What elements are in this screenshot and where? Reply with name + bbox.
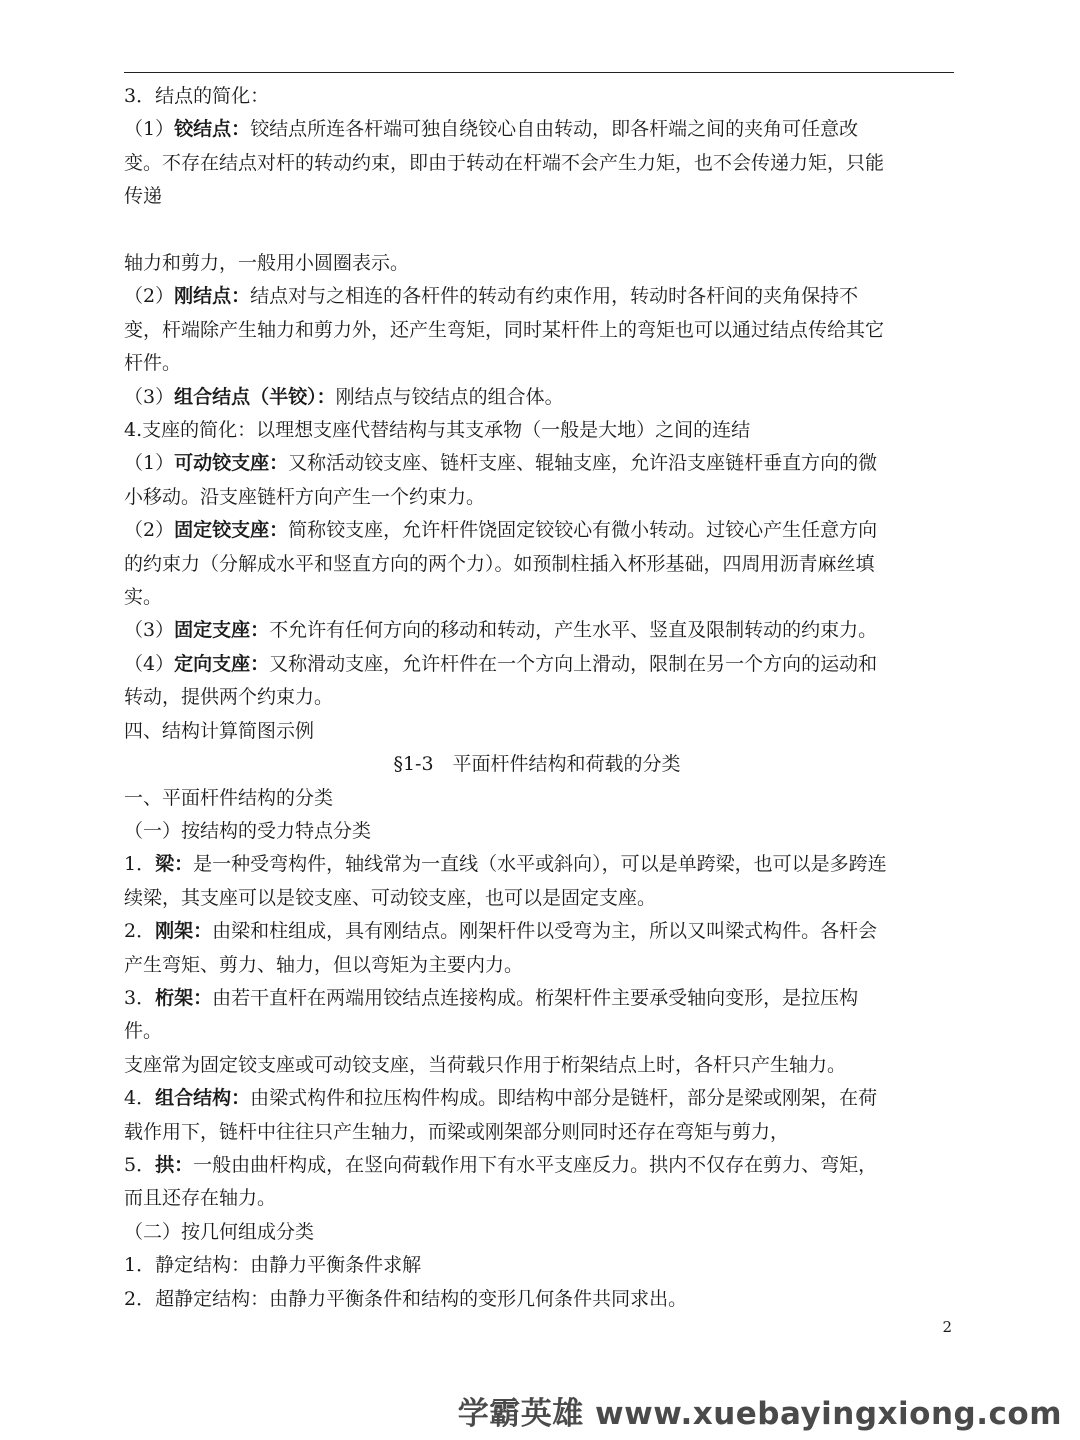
text-line: 而且还存在轴力。 (124, 1187, 277, 1210)
blank-line (124, 214, 950, 247)
text-line: 产生弯矩、剪力、轴力，但以弯矩为主要内力。 (124, 953, 524, 976)
term-heading: 组合结构： (155, 1087, 251, 1110)
item-number: 3． (124, 986, 156, 1009)
term-description: 结点对与之相连的各杆件的转动有约束作用，转动时各杆间的夹角保持不 (250, 285, 859, 308)
term-heading: 刚架： (155, 920, 213, 943)
document-body (124, 80, 950, 1316)
page-number: 2 (942, 1318, 952, 1336)
text-line (124, 113, 950, 146)
text-line: 2．超静定结构：由静力平衡条件和结构的变形几何条件共同求出。 (124, 1287, 688, 1310)
text-line: 轴力和剪力，一般用小圆圈表示。 (124, 252, 410, 275)
term-heading: 定向支座： (174, 652, 270, 675)
text-line (124, 915, 950, 948)
text-line (124, 514, 950, 547)
item-number: 2． (124, 920, 156, 943)
text-line (124, 982, 950, 1015)
item-number: （3） (124, 619, 175, 642)
site-watermark: 学霸英雄 www.xuebayingxiong.com (457, 1396, 1062, 1432)
text-line: 支座常为固定铰支座或可动铰支座，当荷载只作用于桁架结点上时，各杆只产生轴力。 (124, 1053, 847, 1076)
text-line: 杆件。 (124, 352, 182, 375)
term-heading: 桁架： (155, 986, 213, 1009)
term-heading: 拱： (155, 1153, 194, 1176)
item-number: （2） (124, 285, 175, 308)
text-line: 1．静定结构：由静力平衡条件求解 (124, 1254, 422, 1277)
term-heading: 固定铰支座： (174, 519, 289, 542)
term-description: 由若干直杆在两端用铰结点连接构成。桁架杆件主要承受轴向变形，是拉压构 (212, 986, 859, 1009)
term-description: 又称活动铰支座、链杆支座、辊轴支座，允许沿支座链杆垂直方向的微 (288, 452, 878, 475)
text-line: 小移动。沿支座链杆方向产生一个约束力。 (124, 485, 486, 508)
item-number: （4） (124, 652, 175, 675)
term-description: 不允许有任何方向的移动和转动，产生水平、竖直及限制转动的约束力。 (269, 619, 878, 642)
section-heading: §1-3 平面杆件结构和荷载的分类 (393, 753, 681, 776)
term-heading: 梁： (155, 853, 194, 876)
text-line: 一、平面杆件结构的分类 (124, 786, 334, 809)
term-description: 刚结点与铰结点的组合体。 (335, 385, 564, 408)
text-line: （二）按几何组成分类 (124, 1220, 315, 1243)
text-line: 的约束力（分解成水平和竖直方向的两个力）。如预制柱插入杯形基础，四周用沥青麻丝填 (124, 552, 875, 575)
term-description: 由梁和柱组成，具有刚结点。刚架杆件以受弯为主，所以又叫梁式构件。各杆会 (212, 920, 878, 943)
text-line: 转动，提供两个约束力。 (124, 686, 334, 709)
term-description: 是一种受弯构件，轴线常为一直线（水平或斜向），可以是单跨梁，也可以是多跨连 (193, 853, 887, 876)
term-description: 简称铰支座，允许杆件饶固定铰铰心有微小转动。过铰心产生任意方向 (288, 519, 878, 542)
item-number: （1） (124, 118, 175, 141)
item-number: 5． (124, 1153, 156, 1176)
text-line (124, 1149, 950, 1182)
item-number: 4． (124, 1087, 156, 1110)
text-line: 实。 (124, 586, 163, 609)
term-description: 又称滑动支座，允许杆件在一个方向上滑动，限制在另一个方向的运动和 (269, 652, 878, 675)
term-heading: 铰结点： (174, 118, 251, 141)
text-line: 变。不存在结点对杆的转动约束，即由于转动在杆端不会产生力矩，也不会传递力矩，只能 (124, 151, 885, 174)
text-line: 4.支座的简化：以理想支座代替结构与其支承物（一般是大地）之间的连结 (124, 419, 751, 442)
text-line (124, 381, 950, 414)
text-line: 传递 (124, 185, 163, 208)
text-line (124, 848, 950, 881)
text-line: 四、结构计算简图示例 (124, 719, 315, 742)
text-line: 变，杆端除产生轴力和剪力外，还产生弯矩，同时某杆件上的弯矩也可以通过结点传给其它 (124, 318, 885, 341)
term-description: 由梁式构件和拉压构件构成。即结构中部分是链杆，部分是梁或刚架，在荷 (250, 1087, 878, 1110)
text-line (124, 447, 950, 480)
term-heading: 刚结点： (174, 285, 251, 308)
term-heading: 组合结点（半铰）： (174, 385, 336, 408)
text-line: 续梁，其支座可以是铰支座、可动铰支座，也可以是固定支座。 (124, 886, 657, 909)
text-line: 3．结点的简化： (124, 85, 270, 107)
text-line: （一）按结构的受力特点分类 (124, 819, 372, 842)
text-line (124, 648, 950, 681)
term-description: 铰结点所连各杆端可独自绕铰心自由转动，即各杆端之间的夹角可任意改 (250, 118, 859, 141)
text-line: 载作用下，链杆中往往只产生轴力，而梁或刚架部分则同时还存在弯矩与剪力， (124, 1120, 790, 1143)
term-description: 一般由曲杆构成，在竖向荷载作用下有水平支座反力。拱内不仅存在剪力、弯矩， (193, 1153, 878, 1176)
item-number: 1． (124, 853, 156, 876)
item-number: （3） (124, 385, 175, 408)
term-heading: 固定支座： (174, 619, 270, 642)
term-heading: 可动铰支座： (174, 452, 289, 475)
header-rule (124, 72, 954, 73)
item-number: （2） (124, 519, 175, 542)
text-line (124, 614, 950, 647)
text-line: 件。 (124, 1020, 163, 1043)
text-line (124, 1082, 950, 1115)
item-number: （1） (124, 452, 175, 475)
text-line (124, 280, 950, 313)
